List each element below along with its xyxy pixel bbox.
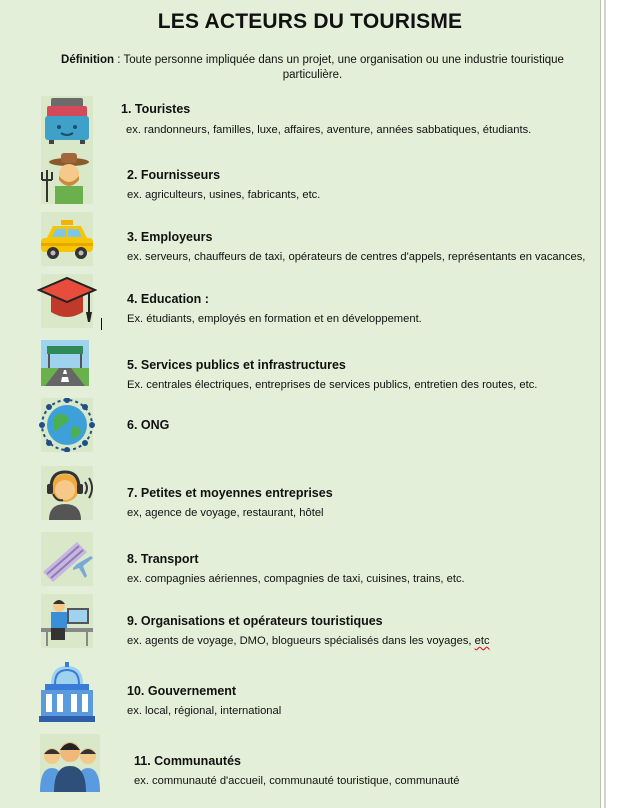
item-heading: 5. Services publics et infrastructures <box>127 358 346 372</box>
item-example: ex, agence de voyage, restaurant, hôtel <box>127 507 324 519</box>
item-example-tail: etc <box>474 635 490 647</box>
item-example <box>127 635 490 647</box>
item-example: Ex. centrales électriques, entreprises de services publics, entretien des routes, etc. <box>127 379 538 391</box>
item-heading: 3. Employeurs <box>127 230 213 244</box>
item-heading: 7. Petites et moyennes entreprises <box>127 486 333 500</box>
item-example: Ex. étudiants, employés en formation et en développement. <box>127 313 422 325</box>
government-building-icon <box>37 662 97 722</box>
people-group-icon <box>40 734 100 792</box>
definition-paragraph <box>30 53 595 83</box>
item-heading: 2. Fournisseurs <box>127 168 221 182</box>
luggage-icon <box>37 96 97 150</box>
item-example: ex. communauté d'accueil, communauté touristique, communauté <box>134 775 460 787</box>
item-heading: 6. ONG <box>127 418 170 432</box>
page-edge <box>604 0 606 808</box>
item-heading: 10. Gouvernement <box>127 684 237 698</box>
item-heading: 8. Transport <box>127 552 199 566</box>
office-worker-icon <box>37 594 97 648</box>
airplane-ticket-icon <box>37 532 97 586</box>
item-example-text: ex. agents de voyage, DMO, blogueurs spécialisés dans les voyages, <box>127 635 475 647</box>
item-heading: 11. Communautés <box>134 754 241 768</box>
item-example: ex. randonneurs, familles, luxe, affaires, aventure, années sabbatiques, étudiants. <box>126 124 532 136</box>
taxi-icon <box>37 212 97 266</box>
definition-separator: : <box>114 54 124 66</box>
item-example: ex. serveurs, chauffeurs de taxi, opérateurs de centres d'appels, représentants en vacances, <box>127 251 586 263</box>
item-example: ex. local, régional, international <box>127 705 282 717</box>
text-cursor <box>101 318 102 330</box>
highway-icon <box>37 338 97 392</box>
item-heading: 9. Organisations et opérateurs touristiques <box>127 614 383 628</box>
farmer-icon <box>37 150 97 204</box>
page-title: LES ACTEURS DU TOURISME <box>157 10 463 33</box>
item-example: ex. compagnies aériennes, compagnies de taxi, cuisines, trains, etc. <box>127 573 465 585</box>
definition-text: Toute personne impliquée dans un projet, une organisation ou une industrie touristique particulière. <box>123 54 564 81</box>
graduation-cap-icon <box>37 274 97 328</box>
call-center-agent-icon <box>37 466 97 520</box>
item-heading: 1. Touristes <box>121 102 191 116</box>
definition-label: Définition <box>61 54 115 66</box>
globe-network-icon <box>37 398 97 452</box>
item-heading: 4. Education : <box>127 292 209 306</box>
item-example: ex. agriculteurs, usines, fabricants, etc. <box>127 189 321 201</box>
